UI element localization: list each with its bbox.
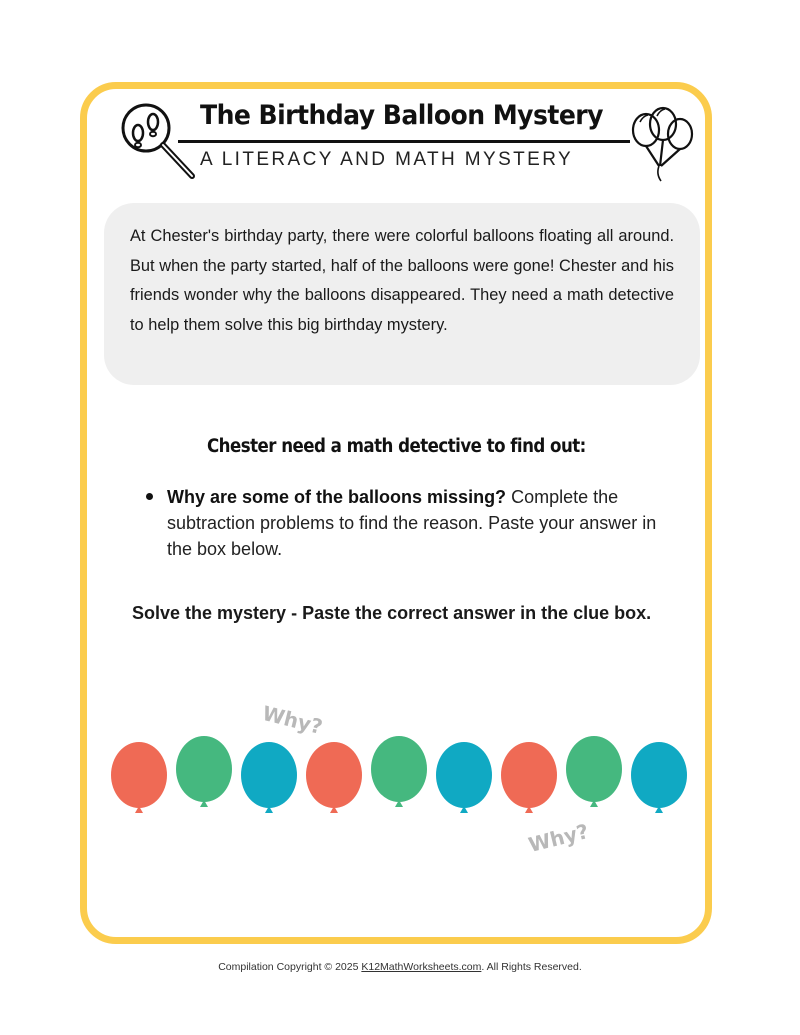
story-text: At Chester's birthday party, there were colorful balloons floating all around. But when the party started, half of the balloons were gone! Chester and his friends wonder why the balloons disappeared. They need a math detective to help them solve this big birthday mystery. — [130, 227, 674, 334]
balloon — [241, 742, 297, 813]
page-subtitle: A LITERACY AND MATH MYSTERY — [200, 149, 574, 170]
balloon — [306, 742, 362, 813]
balloon — [176, 736, 232, 807]
task-question: Why are some of the balloons missing? — [167, 487, 507, 507]
why-label: Why? — [260, 700, 325, 740]
footer-link[interactable]: K12MathWorksheets.com — [361, 961, 482, 973]
copyright-footer — [0, 961, 800, 973]
bullet-icon — [146, 493, 153, 500]
task-list-item — [146, 484, 676, 562]
page-title: The Birthday Balloon Mystery — [200, 100, 603, 131]
balloon — [631, 742, 687, 813]
solve-instructions: Solve the mystery - Paste the correct answer in the clue box. — [132, 603, 652, 623]
task-text — [167, 484, 676, 562]
balloon — [501, 742, 557, 813]
footer-suffix: . All Rights Reserved. — [481, 961, 582, 973]
balloons-icon — [626, 104, 700, 182]
section-heading: Chester need a math detective to find out: — [207, 436, 586, 457]
why-label: Why? — [526, 818, 591, 858]
footer-prefix: Compilation Copyright © 2025 — [218, 961, 362, 973]
task-instructions: Complete the subtraction problems to find the reason. Paste your answer in the box below. — [167, 487, 657, 559]
story-box — [104, 203, 700, 385]
balloon — [371, 736, 427, 807]
balloon — [566, 736, 622, 807]
title-divider — [178, 140, 630, 143]
balloon — [436, 742, 492, 813]
balloon — [111, 742, 167, 813]
balloon-row — [100, 725, 700, 825]
